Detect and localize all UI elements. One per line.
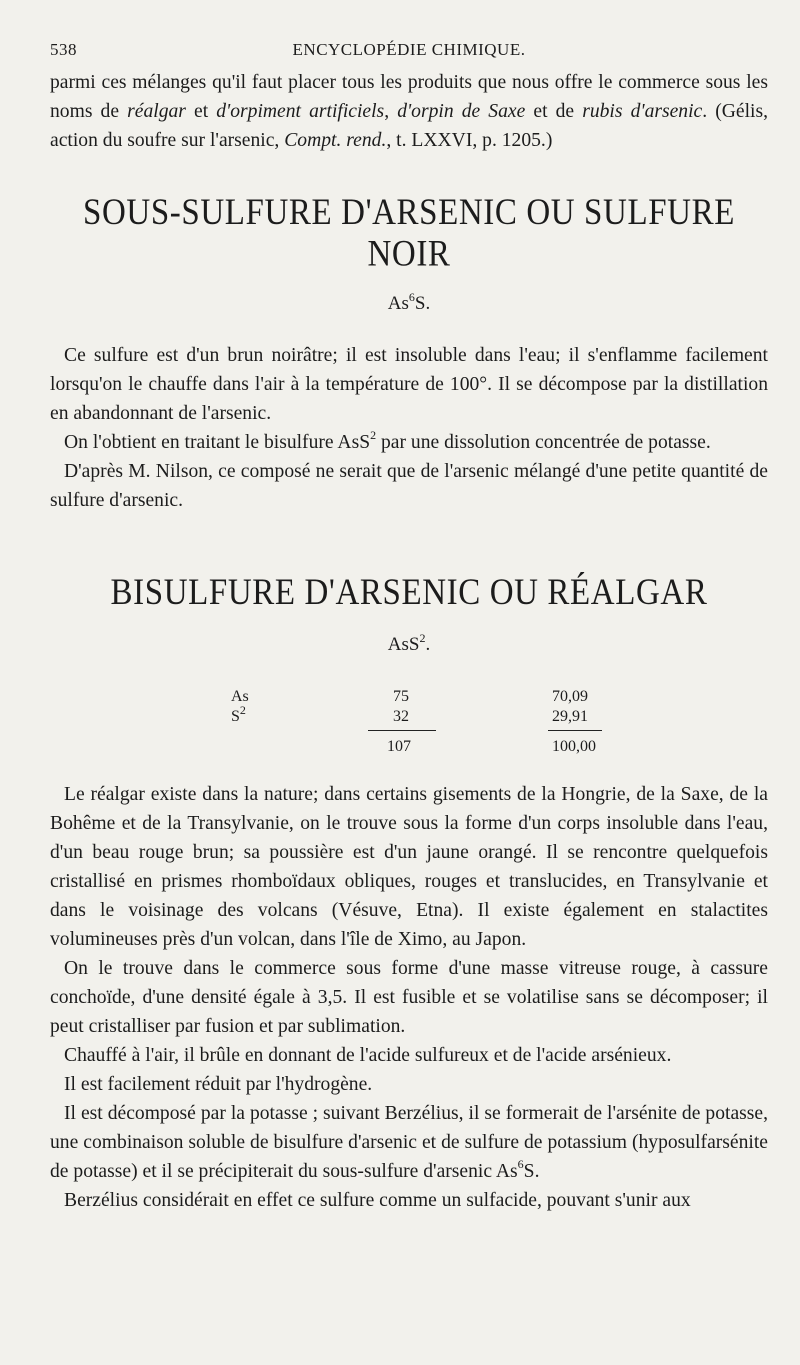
page-number: 538 bbox=[50, 40, 77, 59]
section-title-sous-sulfure: SOUS-SULFURE D'ARSENIC OU SULFURE NOIR bbox=[83, 192, 735, 275]
composition-table bbox=[50, 688, 768, 764]
formula-sous-sulfure: As$^6$S. bbox=[387, 289, 431, 314]
running-title: ENCYCLOPÉDIE CHIMIQUE. bbox=[292, 40, 526, 59]
paragraph-description: Ce sulfure est d'un brun noirâtre; il est insoluble dans l'eau; il s'enflamme facilement lorsqu'on le chauffe dans l'air à la température de 100°. Il se décompose par la distillation en abandonnant de l'arsenic. bbox=[50, 345, 768, 424]
weight-s2: 32 bbox=[393, 708, 409, 725]
paragraph-reduction: Il est facilement réduit par l'hydrogène. bbox=[64, 1074, 373, 1095]
paragraph-combustion: Chauffé à l'air, il brûle en donnant de l'acide sulfureux et de l'acide arsénieux. bbox=[64, 1045, 672, 1066]
total-weight: 107 bbox=[387, 738, 411, 755]
paragraph-nature: Le réalgar existe dans la nature; dans certains gisements de la Hongrie, de la Saxe, de la Bohême et de la Transylvanie, on le trouve sous la forme d'un corps insoluble dans l'eau, d'un beau rouge brun; sa poussière est d'un jaune orangé. Il se rencontre quelquefois cristallisé en prismes rhomboïdaux obliques, rouges et translucides, en Transylvanie et dans le voisinage des volcans (Vésuve, Etna). Il existe également en stalactites volumineuses près d'un volcan, dans l'île de Ximo, au Japon. bbox=[50, 784, 768, 950]
formula-bisulfure: AsS$^2$. bbox=[387, 630, 431, 655]
total-rule-percent bbox=[548, 730, 602, 731]
paragraph-preparation: On l'obtient en traitant le bisulfure AsS$^2$ par une dissolution concentrée de potasse. bbox=[64, 428, 711, 453]
total-percent: 100,00 bbox=[552, 738, 596, 755]
paragraph-potasse: Il est décomposé par la potasse ; suivant Berzélius, il se formerait de l'arsénite de potasse, une combinaison soluble de bisulfure d'arsenic et de sulfure de potassium (hyposulfarsénite de potasse) et il se précipiterait du sous-sulfure d'arsenic As$^6$S. bbox=[50, 1103, 768, 1182]
percent-s2: 29,91 bbox=[552, 708, 588, 725]
paragraph-commerce: On le trouve dans le commerce sous forme d'une masse vitreuse rouge, à cassure conchoïde, d'une densité égale à 3,5. Il est fusible et se volatilise sans se décomposer; il peut cristalliser par fusion et par sublimation. bbox=[50, 958, 768, 1037]
section-title-bisulfure: BISULFURE D'ARSENIC OU RÉALGAR bbox=[110, 572, 708, 614]
paragraph-berzelius: Berzélius considérait en effet ce sulfure comme un sulfacide, pouvant s'unir aux bbox=[64, 1190, 691, 1211]
intro-paragraph: parmi ces mélanges qu'il faut placer tous les produits que nous offre le commerce sous les noms de réalgar et d'orpiment artificiels, d'orpin de Saxe et de rubis d'arsenic. (Gélis, action du soufre sur l'arsenic, Compt. rend., t. LXXVI, p. 1205.) bbox=[50, 72, 769, 151]
element-s2: $S^2$ bbox=[231, 702, 246, 725]
element-as: As bbox=[231, 688, 249, 705]
total-rule-weight bbox=[368, 730, 436, 731]
paragraph-nilson: D'après M. Nilson, ce composé ne serait que de l'arsenic mélangé d'une petite quantité de sulfure d'arsenic. bbox=[50, 461, 768, 511]
weight-as: 75 bbox=[393, 688, 409, 705]
running-header bbox=[50, 40, 768, 68]
percent-as: 70,09 bbox=[552, 688, 588, 705]
